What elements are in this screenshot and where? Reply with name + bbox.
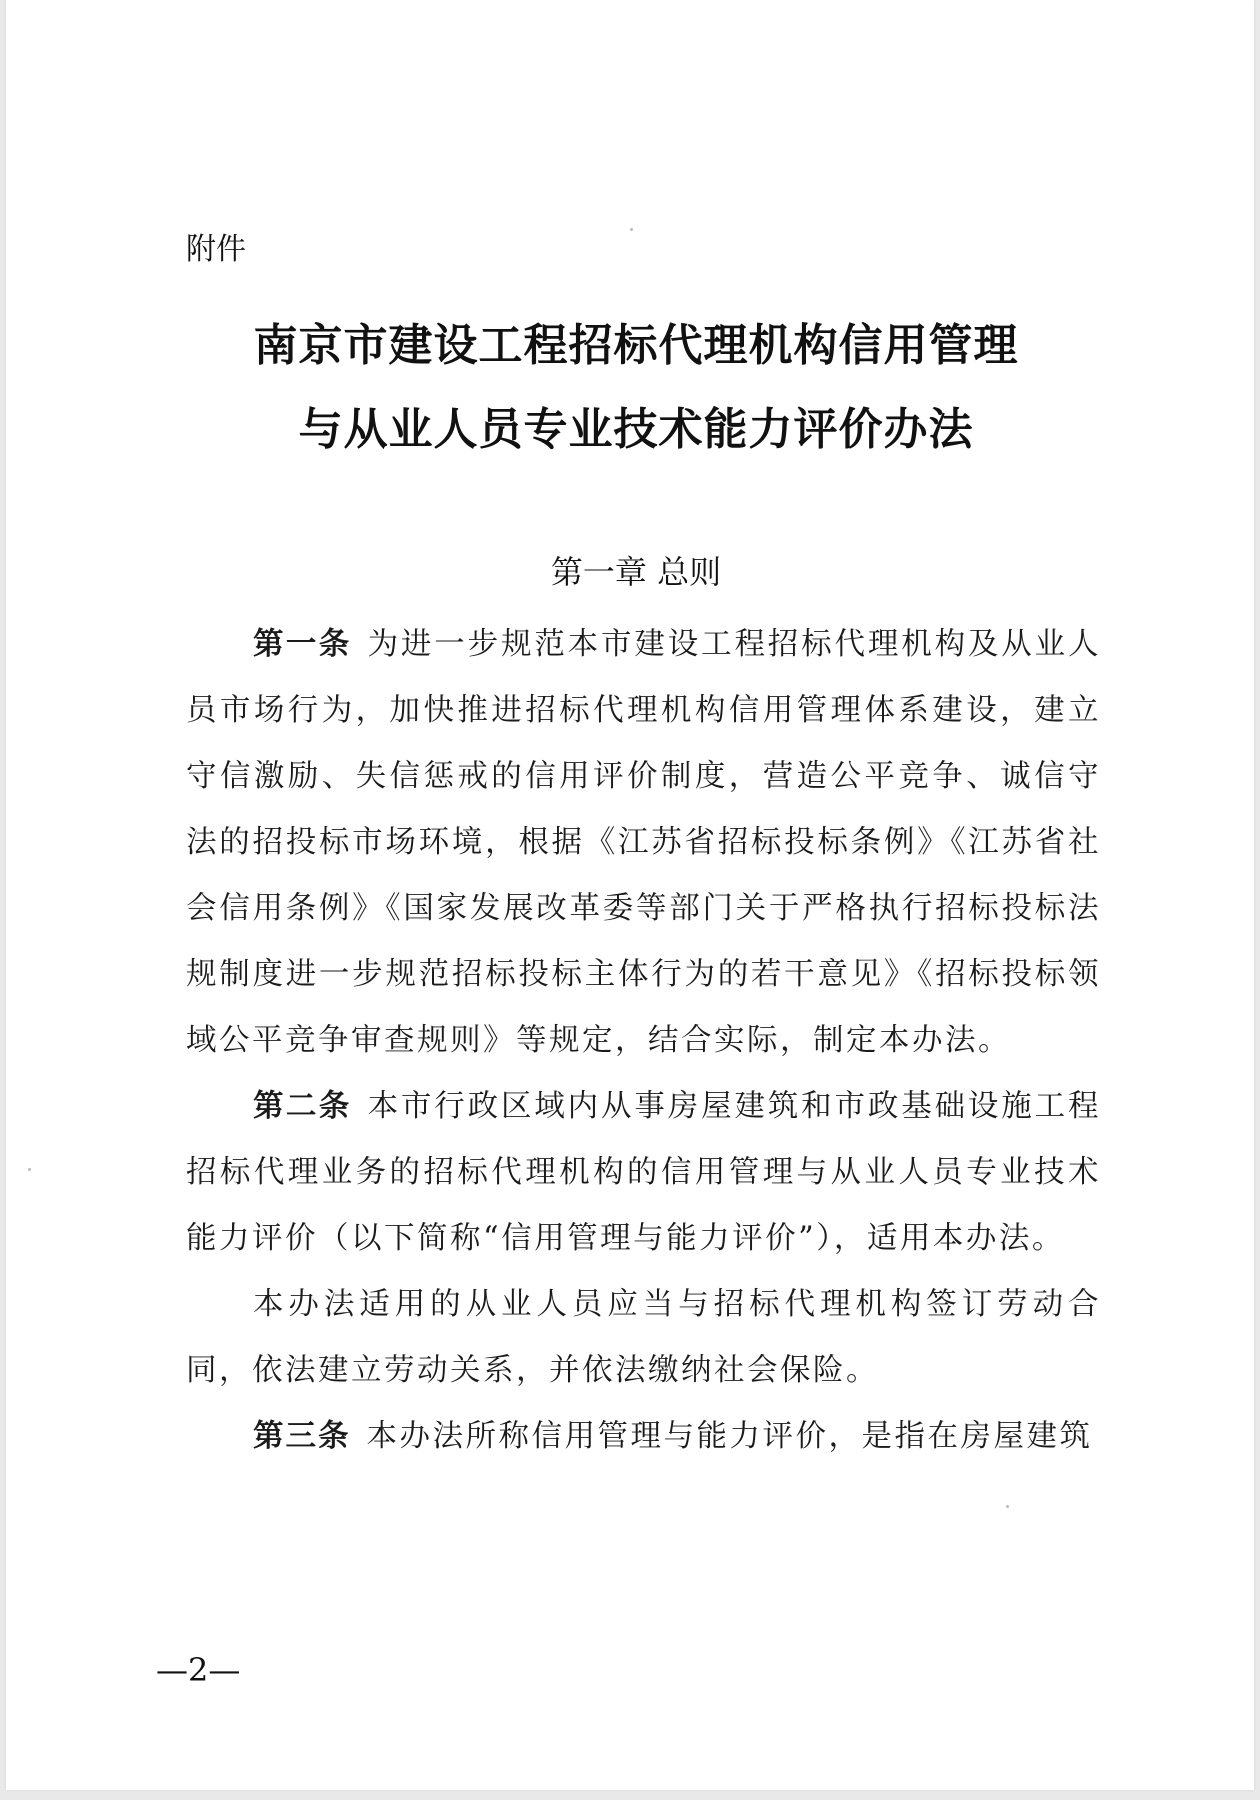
attachment-label: 附件 [186, 232, 246, 267]
scan-speck [630, 228, 633, 231]
scan-speck [28, 1168, 31, 1171]
document-body [186, 612, 1101, 1470]
chapter-heading: 第一章 总则 [550, 553, 722, 591]
document-title-line1: 南京市建设工程招标代理机构信用管理 [253, 320, 1019, 371]
document-page [6, 0, 1254, 1790]
article-label: 第二条 [253, 1089, 352, 1124]
article-text: 为进一步规范本市建设工程招标代理机构及从业人员市场行为，加快推进招标代理机构信用管理体系建设，建立守信激励、失信惩戒的信用评价制度，营造公平竞争、诚信守法的招投标市场环境，根据《江苏省招标投标条例》《江苏省社会信用条例》《国家发展改革委等部门关于严格执行招标投标法规制度进一步规范招标投标主体行为的若干意见》《招标投标领域公平竞争审查规则》等规定，结合实际，制定本办法。 [186, 627, 1101, 1058]
article-label: 第一条 [253, 627, 352, 662]
article-paragraph [186, 1272, 1101, 1404]
article-label: 第三条 [253, 1419, 351, 1454]
document-title-line2: 与从业人员专业技术能力评价办法 [298, 404, 974, 455]
article-text: 本办法适用的从业人员应当与招标代理机构签订劳动合同，依法建立劳动关系，并依法缴纳社会保险。 [186, 1287, 1101, 1388]
article-text: 本办法所称信用管理与能力评价，是指在房屋建筑 [366, 1419, 1093, 1454]
article-text: 本市行政区域内从事房屋建筑和市政基础设施工程招标代理业务的招标代理机构的信用管理与从业人员专业技术能力评价（以下简称“信用管理与能力评价”），适用本办法。 [186, 1089, 1101, 1256]
article-paragraph [186, 1404, 1101, 1470]
article-paragraph [186, 612, 1101, 1074]
page-number: —2— [156, 1651, 241, 1689]
scan-speck [1006, 1505, 1009, 1508]
article-paragraph [186, 1074, 1101, 1272]
